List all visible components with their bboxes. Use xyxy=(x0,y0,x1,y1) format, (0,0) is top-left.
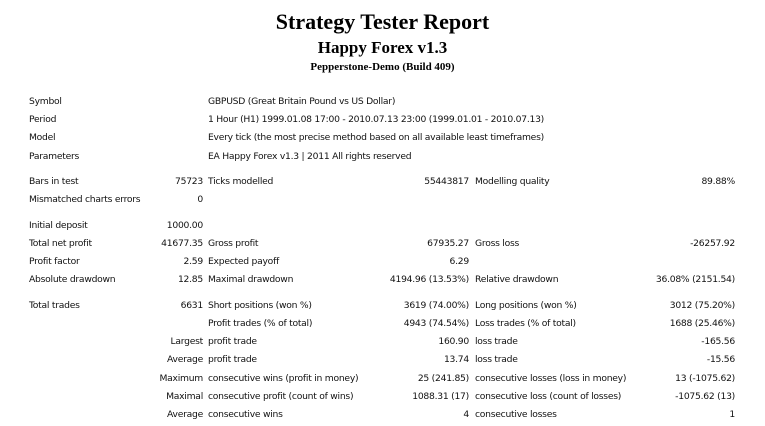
maximum-prefix: Maximum xyxy=(159,373,203,384)
maximal-consecutive-loss-value: -1075.62 (13) xyxy=(675,391,735,402)
row-maximal xyxy=(0,389,765,405)
maximal-drawdown-value: 4194.96 (13.53%) xyxy=(389,274,469,285)
net-profit-label: Total net profit xyxy=(29,238,92,249)
row-net-profit xyxy=(0,236,765,252)
profit-factor-value: 2.59 xyxy=(183,256,203,267)
short-positions-label: Short positions (won %) xyxy=(208,300,312,311)
row-symbol xyxy=(0,94,765,110)
expected-payoff-value: 6.29 xyxy=(449,256,469,267)
parameters-label: Parameters xyxy=(29,151,80,162)
total-trades-label: Total trades xyxy=(29,300,80,311)
total-trades-value: 6631 xyxy=(180,300,203,311)
row-initial-deposit xyxy=(0,218,765,234)
short-positions-value: 3619 (74.00%) xyxy=(403,300,469,311)
absolute-drawdown-label: Absolute drawdown xyxy=(29,274,116,285)
expert-name: Happy Forex v1.3 xyxy=(317,38,448,57)
period-label: Period xyxy=(29,114,57,125)
average-profit-value: 13.74 xyxy=(443,354,469,365)
row-largest xyxy=(0,334,765,350)
report-title: Strategy Tester Report xyxy=(275,9,490,34)
largest-profit-label: profit trade xyxy=(208,336,257,347)
long-positions-label: Long positions (won %) xyxy=(475,300,577,311)
bars-label: Bars in test xyxy=(29,176,79,187)
largest-prefix: Largest xyxy=(170,336,203,347)
row-profit-factor xyxy=(0,254,765,270)
mismatched-value: 0 xyxy=(197,194,203,205)
profit-trades-value: 4943 (74.54%) xyxy=(403,318,469,329)
ticks-value: 55443817 xyxy=(424,176,469,187)
row-total-trades xyxy=(0,298,765,314)
period-value: 1 Hour (H1) 1999.01.08 17:00 - 2010.07.13 23:00 (1999.01.01 - 2010.07.13) xyxy=(208,114,545,125)
row-bars xyxy=(0,174,765,190)
quality-label: Modelling quality xyxy=(475,176,550,187)
row-average-consecutive xyxy=(0,407,765,423)
profit-factor-label: Profit factor xyxy=(29,256,80,267)
max-consecutive-wins-value: 25 (241.85) xyxy=(417,373,469,384)
initial-deposit-value: 1000.00 xyxy=(166,220,203,231)
maximal-drawdown-label: Maximal drawdown xyxy=(208,274,294,285)
row-period xyxy=(0,112,765,128)
avg-consecutive-losses-value: 1 xyxy=(729,409,735,420)
average-prefix: Average xyxy=(167,354,203,365)
largest-profit-value: 160.90 xyxy=(438,336,469,347)
profit-trades-label: Profit trades (% of total) xyxy=(208,318,313,329)
row-drawdown xyxy=(0,272,765,288)
largest-loss-value: -165.56 xyxy=(701,336,735,347)
server-build: Pepperstone-Demo (Build 409) xyxy=(310,61,455,73)
bars-value: 75723 xyxy=(175,176,203,187)
relative-drawdown-label: Relative drawdown xyxy=(475,274,559,285)
row-parameters xyxy=(0,149,765,165)
row-profit-trades xyxy=(0,316,765,332)
expected-payoff-label: Expected payoff xyxy=(208,256,280,267)
average-profit-label: profit trade xyxy=(208,354,257,365)
loss-trades-value: 1688 (25.46%) xyxy=(669,318,735,329)
initial-deposit-label: Initial deposit xyxy=(29,220,88,231)
row-mismatched xyxy=(0,192,765,208)
ticks-label: Ticks modelled xyxy=(208,176,274,187)
symbol-label: Symbol xyxy=(29,96,62,107)
row-model xyxy=(0,130,765,146)
avg-consecutive-wins-value: 4 xyxy=(463,409,469,420)
loss-trades-label: Loss trades (% of total) xyxy=(475,318,576,329)
net-profit-value: 41677.35 xyxy=(161,238,203,249)
gross-profit-label: Gross profit xyxy=(208,238,259,249)
relative-drawdown-value: 36.08% (2151.54) xyxy=(655,274,735,285)
maximal-prefix: Maximal xyxy=(166,391,203,402)
maximal-consecutive-profit-label: consecutive profit (count of wins) xyxy=(208,391,354,402)
max-consecutive-wins-label: consecutive wins (profit in money) xyxy=(208,373,359,384)
maximal-consecutive-profit-value: 1088.31 (17) xyxy=(412,391,469,402)
parameters-value: EA Happy Forex v1.3 | 2011 All rights reserved xyxy=(208,151,412,162)
gross-loss-label: Gross loss xyxy=(475,238,520,249)
avg-consecutive-losses-label: consecutive losses xyxy=(475,409,557,420)
gross-loss-value: -26257.92 xyxy=(690,238,735,249)
avg-consecutive-wins-label: consecutive wins xyxy=(208,409,283,420)
largest-loss-label: loss trade xyxy=(475,336,518,347)
avg-consecutive-prefix: Average xyxy=(167,409,203,420)
max-consecutive-losses-label: consecutive losses (loss in money) xyxy=(475,373,627,384)
average-loss-label: loss trade xyxy=(475,354,518,365)
row-maximum xyxy=(0,371,765,387)
absolute-drawdown-value: 12.85 xyxy=(177,274,203,285)
max-consecutive-losses-value: 13 (-1075.62) xyxy=(675,373,735,384)
row-average xyxy=(0,352,765,368)
gross-profit-value: 67935.27 xyxy=(427,238,469,249)
symbol-value: GBPUSD (Great Britain Pound vs US Dollar) xyxy=(208,96,396,107)
average-loss-value: -15.56 xyxy=(706,354,735,365)
model-value: Every tick (the most precise method based on all available least timeframes) xyxy=(208,132,544,143)
quality-value: 89.88% xyxy=(701,176,735,187)
mismatched-label: Mismatched charts errors xyxy=(29,194,141,205)
maximal-consecutive-loss-label: consecutive loss (count of losses) xyxy=(475,391,622,402)
model-label: Model xyxy=(29,132,56,143)
long-positions-value: 3012 (75.20%) xyxy=(669,300,735,311)
